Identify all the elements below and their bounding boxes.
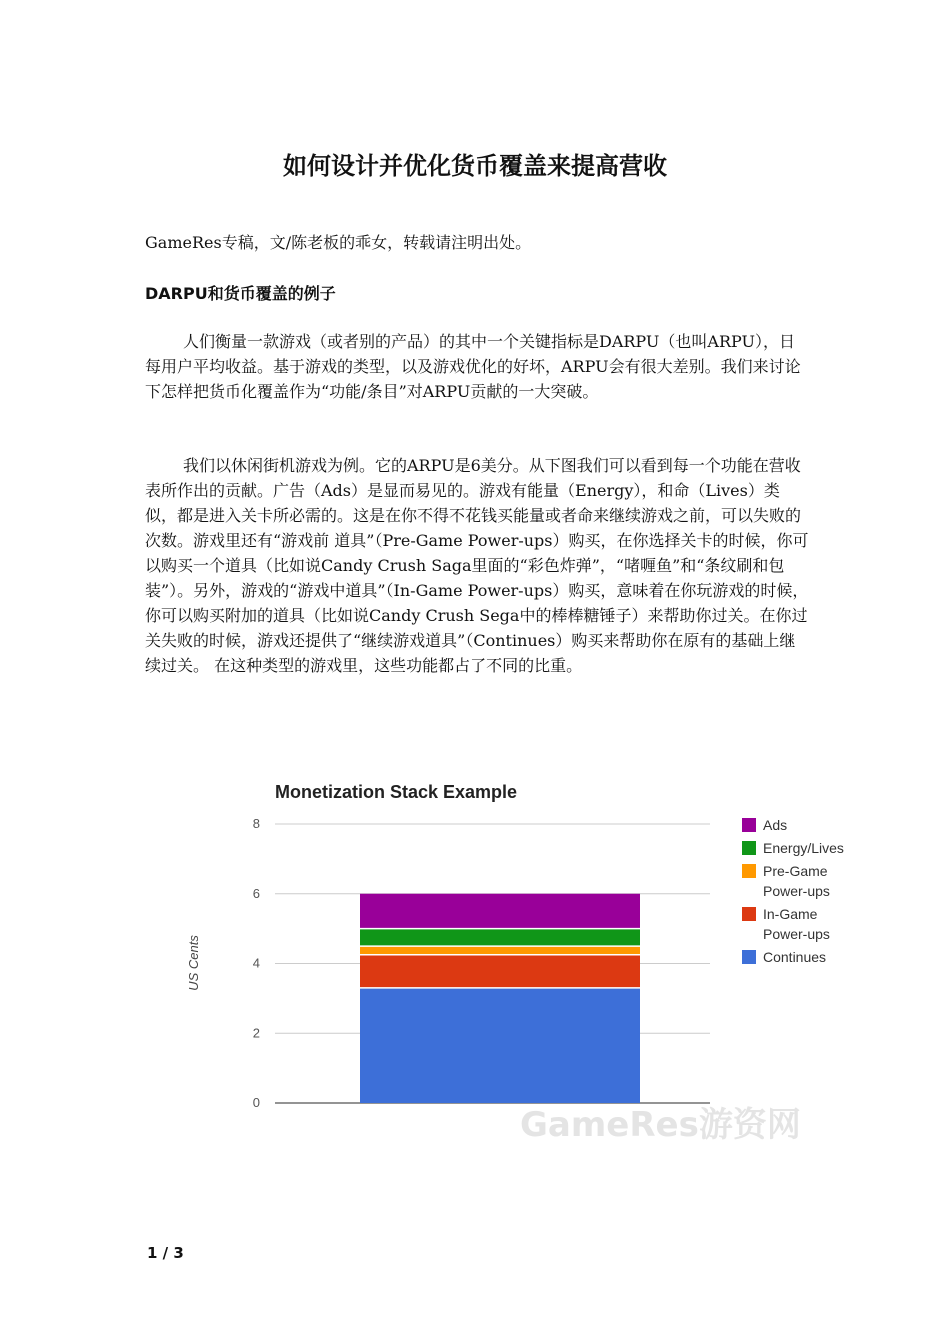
- byline: GameRes专稿，文/陈老板的乖女，转载请注明出处。: [145, 233, 532, 252]
- legend-label: Ads: [763, 817, 788, 833]
- paragraph-1: 人们衡量一款游戏（或者别的产品）的其中一个关键指标是DARPU（也叫ARPU），日每用户平均收益。基于游戏的类型，以及游戏优化的好坏，ARPU会有很大差别。我们来讨论下怎样把货币化覆盖作为“功能/条目”对ARPU贡献的一大突破。: [145, 332, 801, 401]
- legend-item: [742, 906, 830, 942]
- watermark: GameRes游资网: [520, 1105, 801, 1145]
- chart-canvas: [180, 768, 870, 1158]
- legend-swatch: [742, 818, 756, 832]
- y-tick-label: 0: [252, 1095, 260, 1110]
- y-tick-label: 8: [252, 816, 260, 831]
- legend-label: In-Game: [763, 906, 818, 922]
- legend-swatch: [742, 864, 756, 878]
- document-title: 如何设计并优化货币覆盖来提高营收: [283, 152, 667, 180]
- bar-segment-continues: [360, 988, 640, 1103]
- y-tick-label: 4: [252, 955, 260, 971]
- legend-label: Pre-Game: [763, 863, 828, 879]
- chart-legend: [742, 817, 844, 965]
- legend-label: Power-ups: [763, 883, 830, 899]
- y-tick-label: 6: [252, 885, 260, 901]
- legend-item: [742, 949, 826, 965]
- legend-swatch: [742, 841, 756, 855]
- chart-title: Monetization Stack Example: [275, 782, 518, 802]
- chart-bars: [360, 894, 640, 1103]
- y-axis-label: US Cents: [186, 935, 201, 991]
- legend-label: Continues: [763, 949, 827, 965]
- legend-label: Energy/Lives: [763, 840, 844, 856]
- legend-item: [742, 817, 787, 833]
- legend-swatch: [742, 907, 756, 921]
- y-tick-label: 2: [252, 1025, 260, 1041]
- bar-segment-pre-game-power-ups: [360, 946, 640, 955]
- page-number: 1 / 3: [147, 1244, 184, 1262]
- legend-item: [742, 863, 830, 899]
- section-heading: DARPU和货币覆盖的例子: [145, 284, 336, 303]
- legend-label: Power-ups: [763, 926, 830, 942]
- legend-item: [742, 840, 844, 856]
- monetization-chart: [180, 768, 870, 1158]
- bar-segment-ads: [360, 894, 640, 929]
- bar-segment-in-game-power-ups: [360, 955, 640, 988]
- paragraph-2: 我们以休闲街机游戏为例。它的ARPU是6美分。从下图我们可以看到每一个功能在营收表所作出的贡献。广告（Ads）是显而易见的。游戏有能量（Energy），和命（Lives）类似，都是进入关卡所必需的。这是在你不得不花钱买能量或者命来继续游戏之前，可以失败的次数。游戏里还有“游戏前 道具”（Pre-Game Power-ups）购买，在你选择关卡的时候，你可以购买一个道具（比如说Candy Crush Saga里面的“彩色炸弹”，“啫喱鱼”和“条纹刷和包装”）。另外，游戏的“游戏中道具”（In-Game Power-ups）购买，意味着在你玩游戏的时候，你可以购买附加的道具（比如说Candy Crush Sega中的棒棒糖锤子）来帮助你过关。在你过关失败的时候，游戏还提供了“继续游戏道具”（Continues）购买来帮助你在原有的基础上继续过关。 在这种类型的游戏里，这些功能都占了不同的比重。: [145, 456, 809, 675]
- bar-segment-energy-lives: [360, 929, 640, 946]
- legend-swatch: [742, 950, 756, 964]
